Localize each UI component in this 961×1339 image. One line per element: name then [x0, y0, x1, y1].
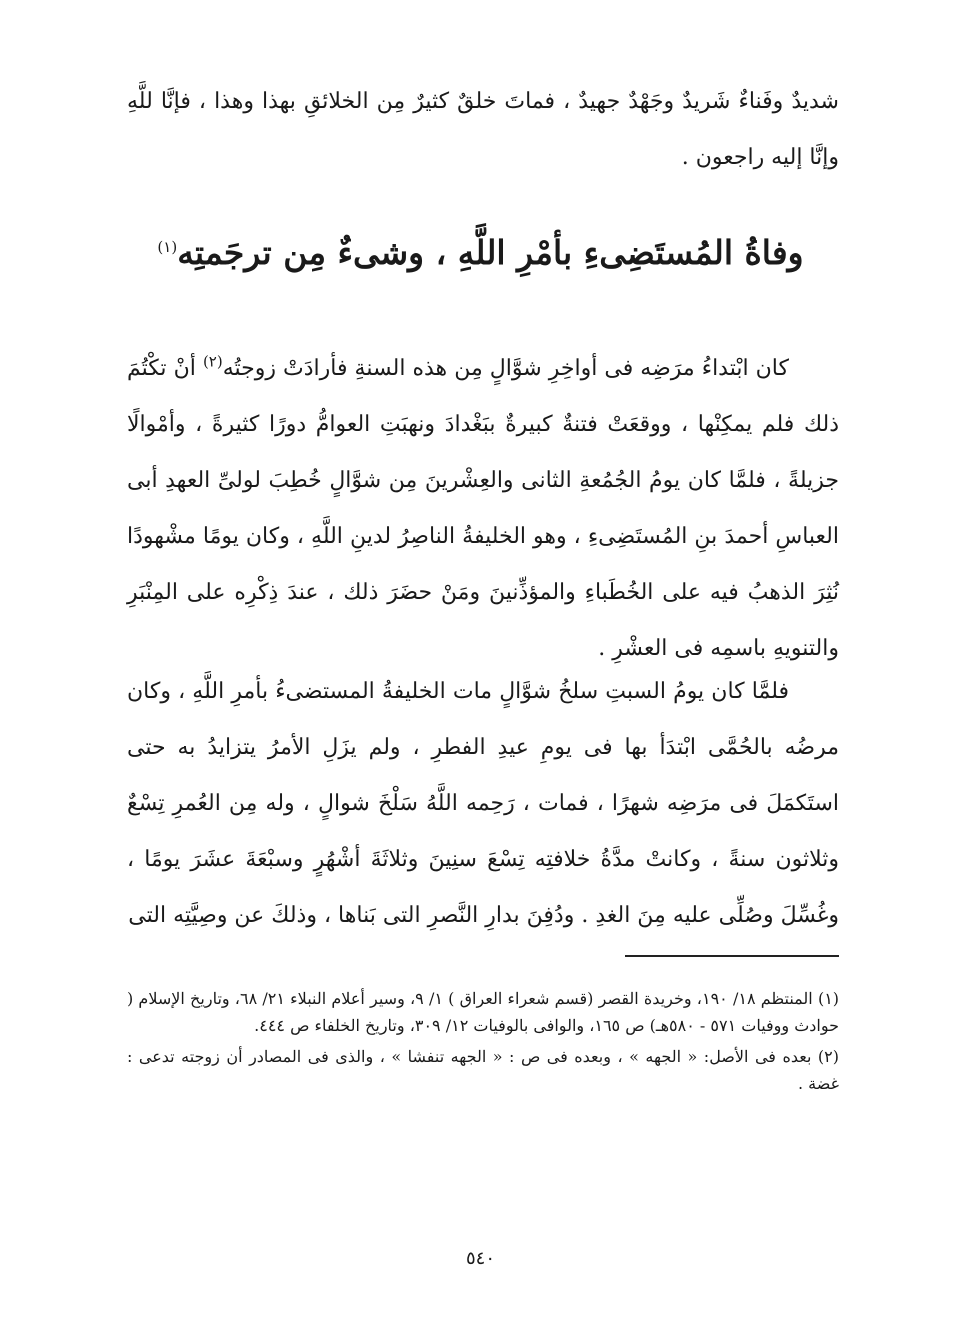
intro-paragraph	[127, 74, 839, 186]
paragraph-2	[127, 664, 839, 944]
footnote-divider	[625, 955, 839, 957]
paragraph-1-part1: كان ابْتداءُ مرَضِه فى أواخِرِ شوَّالٍ مِن هذه السنةِ فأرادَتْ زوجتُه	[222, 356, 789, 381]
intro-text: شديدٌ وفَناءٌ شَريدٌ وجَهْدٌ جهيدٌ ، فماتَ خلقٌ كثيرٌ مِن الخلائقِ بهذا وهذا ، فإنَّا للَّهِ وإنَّا إليه راجعون .	[127, 89, 839, 170]
page-number: ٥٤٠	[465, 1248, 495, 1269]
paragraph-1-text	[127, 341, 839, 677]
paragraph-1	[127, 341, 839, 677]
footnotes-section	[127, 985, 839, 1101]
footnote-1-text: المنتظم ١٨/ ١٩٠، وخريدة القصر (قسم شعراء العراق ) ١/ ٩، وسير أعلام النبلاء ٢١/ ٦٨، وتاريخ الإسلام ( حوادث ووفيات ٥٧١ - ٥٨٠هـ) ص ١٦٥، والوافى بالوفيات ١٢/ ٣٠٩، وتاريخ الخلفاء ص ٤٤٤.	[127, 989, 839, 1035]
footnote-2	[127, 1043, 839, 1097]
footnote-1	[127, 985, 839, 1039]
paragraph-2-text: فلمَّا كان يومُ السبتِ سلخُ شوَّالٍ مات الخليفةُ المستضىءُ بأمرِ اللَّهِ ، وكان مرضُه بالحُمَّى ابْتدَأ بها فى يومِ عيدِ الفطرِ ، ولم يزَلِ الأمرُ يتزايدُ به حتى استَكمَلَ فى مرَضِه شهرًا ، فمات ، رَحِمه اللَّهُ سَلْخَ شوالٍ ، وله مِن العُمرِ تِسْعٌ وثلاثون سنةً ، وكانتْ مدَّةُ خلافتِه تِسْعَ سنِينَ وثلاثَةَ أشْهُرٍ وسبْعَةَ عشَرَ يومًا ، وغُسِّلَ وصُلِّى عليه مِنَ الغدِ . ودُفِنَ بدارِ النَّصرِ التى بَناها ، وذلكَ عن وصِيَّتِه التى	[127, 679, 839, 928]
footnote-2-text: بعده فى الأصل: « الجهه » ، وبعده فى ص : « الجهه تنفشا » ، والذى فى المصادر أن زوجته تدعى : غضة .	[127, 1047, 839, 1093]
footnote-marker-2: (٢)	[202, 352, 223, 371]
footnote-marker-1: (١)	[157, 238, 178, 256]
section-heading	[100, 228, 861, 278]
footnote-1-number: (١)	[817, 989, 840, 1008]
section-heading-title: وفاةُ المُستَضِىءِ بأمْرِ اللَّهِ ، وشىءٌ مِن ترجَمتِه	[177, 233, 804, 272]
paragraph-1-part2: أنْ تكْتُمَ ذلك فلم يمكِنْها ، ووقعَتْ فتنةٌ كبيرةٌ ببَغْدادَ ونهبَتِ العوامُّ دورًا كثيرةً ، وأمْوالًا جزيلةً ، فلمَّا كان يومُ الجُمُعةِ الثانى والعِشْرينَ مِن شوَّالٍ خُطِبَ لولىِّ العهدِ أبى العباسِ أحمدَ بنِ المُستَضِىءِ ، وهو الخليفةُ الناصِرُ لدينِ اللَّهِ ، وكان يومًا مشْهودًا نُثِرَ الذهبُ فيه على الخُطَباءِ والمؤذِّنينَ ومَنْ حضَرَ ذلك ، عندَ ذِكْرِه على المِنْبَرِ والتنويهِ باسمِه فى العشْرِ .	[127, 356, 839, 661]
footnote-2-number: (٢)	[817, 1047, 839, 1066]
